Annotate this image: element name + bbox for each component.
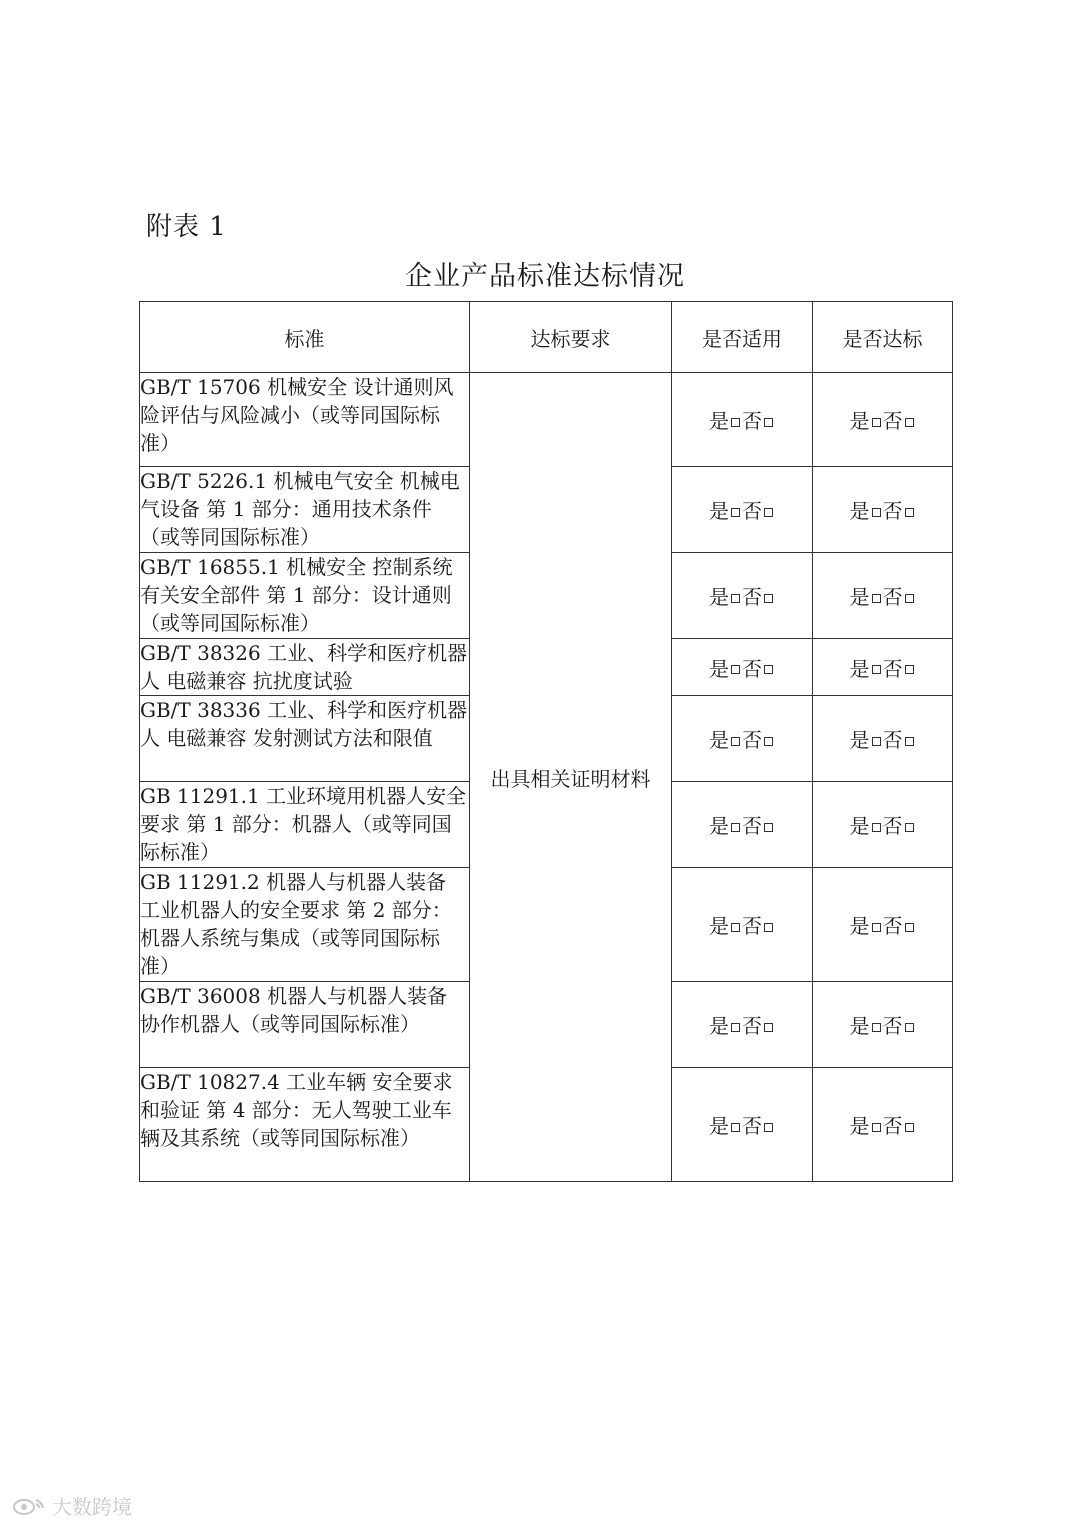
- standard-name: GB/T 36008 机器人与机器人装备 协作机器人（或等同国际标准）: [140, 982, 470, 1068]
- no-option-label: 否: [882, 656, 903, 681]
- yes-checkbox[interactable]: [731, 418, 740, 427]
- page-title: 企业产品标准达标情况: [405, 261, 685, 292]
- yes-option-label: 是: [849, 656, 870, 681]
- no-option-label: 否: [742, 585, 762, 609]
- compliant-cell: [813, 553, 953, 639]
- no-option-label: 否: [742, 656, 762, 681]
- yes-option-label: 是: [709, 409, 729, 433]
- table-row: [140, 373, 953, 467]
- no-checkbox[interactable]: [764, 508, 773, 517]
- standard-name: GB 11291.1 工业环境用机器人安全要求 第 1 部分：机器人（或等同国际标准）: [140, 782, 470, 868]
- no-option-label: 否: [882, 728, 903, 752]
- compliant-cell: [813, 639, 953, 696]
- yes-option-label: 是: [849, 585, 870, 609]
- yes-checkbox[interactable]: [731, 923, 740, 932]
- no-checkbox[interactable]: [905, 665, 914, 674]
- yes-checkbox[interactable]: [872, 1123, 881, 1132]
- standard-name: GB/T 5226.1 机械电气安全 机械电气设备 第 1 部分：通用技术条件（或等同国际标准）: [140, 467, 470, 553]
- requirement-cell: 出具相关证明材料: [470, 373, 672, 1182]
- watermark-text: 大数跨境: [52, 1495, 132, 1519]
- no-option-label: 否: [882, 1114, 903, 1138]
- yes-checkbox[interactable]: [731, 823, 740, 832]
- no-checkbox[interactable]: [905, 418, 914, 427]
- yes-checkbox[interactable]: [731, 737, 740, 746]
- compliant-cell: [813, 868, 953, 982]
- yes-option-label: 是: [849, 814, 870, 838]
- standard-name: GB 11291.2 机器人与机器人装备 工业机器人的安全要求 第 2 部分：机器人系统与集成（或等同国际标准）: [140, 868, 470, 982]
- yes-option-label: 是: [849, 409, 870, 433]
- compliant-cell: [813, 782, 953, 868]
- no-option-label: 否: [742, 499, 762, 523]
- yes-option-label: 是: [709, 656, 729, 681]
- yes-option-label: 是: [709, 499, 729, 523]
- applicable-cell: [672, 639, 813, 696]
- yes-checkbox[interactable]: [872, 508, 881, 517]
- yes-checkbox[interactable]: [872, 665, 881, 674]
- applicable-cell: [672, 1068, 813, 1182]
- yes-option-label: 是: [709, 1114, 729, 1138]
- yes-option-label: 是: [709, 814, 729, 838]
- yes-checkbox[interactable]: [872, 823, 881, 832]
- no-option-label: 否: [882, 499, 903, 523]
- compliant-cell: [813, 696, 953, 782]
- applicable-cell: [672, 868, 813, 982]
- yes-checkbox[interactable]: [872, 1023, 881, 1032]
- applicable-cell: [672, 696, 813, 782]
- no-checkbox[interactable]: [905, 508, 914, 517]
- no-checkbox[interactable]: [905, 823, 914, 832]
- header-requirement: 达标要求: [470, 302, 672, 373]
- no-option-label: 否: [742, 409, 762, 433]
- yes-checkbox[interactable]: [872, 594, 881, 603]
- no-option-label: 否: [742, 728, 762, 752]
- yes-option-label: 是: [709, 728, 729, 752]
- yes-checkbox[interactable]: [731, 594, 740, 603]
- table-body: [140, 373, 953, 1182]
- table-header-row: [140, 302, 953, 373]
- yes-option-label: 是: [849, 499, 870, 523]
- applicable-cell: [672, 553, 813, 639]
- no-checkbox[interactable]: [764, 665, 773, 674]
- standards-table: [139, 301, 953, 1182]
- compliant-cell: [813, 467, 953, 553]
- no-checkbox[interactable]: [764, 418, 773, 427]
- no-option-label: 否: [882, 409, 903, 433]
- no-checkbox[interactable]: [764, 1023, 773, 1032]
- header-compliant: 是否达标: [813, 302, 953, 373]
- yes-option-label: 是: [709, 914, 729, 938]
- no-option-label: 否: [882, 814, 903, 838]
- yes-option-label: 是: [709, 585, 729, 609]
- no-checkbox[interactable]: [905, 1123, 914, 1132]
- yes-option-label: 是: [849, 1014, 870, 1038]
- no-checkbox[interactable]: [764, 1123, 773, 1132]
- yes-option-label: 是: [849, 914, 870, 938]
- yes-checkbox[interactable]: [872, 418, 881, 427]
- no-option-label: 否: [742, 1114, 762, 1138]
- applicable-cell: [672, 373, 813, 467]
- no-checkbox[interactable]: [764, 594, 773, 603]
- no-option-label: 否: [742, 914, 762, 938]
- yes-checkbox[interactable]: [872, 923, 881, 932]
- no-option-label: 否: [742, 814, 762, 838]
- header-standard: 标准: [140, 302, 470, 373]
- yes-option-label: 是: [849, 1114, 870, 1138]
- compliant-cell: [813, 982, 953, 1068]
- compliant-cell: [813, 1068, 953, 1182]
- standard-name: GB/T 16855.1 机械安全 控制系统有关安全部件 第 1 部分：设计通则（或等同国际标准）: [140, 553, 470, 639]
- no-checkbox[interactable]: [764, 823, 773, 832]
- no-checkbox[interactable]: [905, 1023, 914, 1032]
- no-checkbox[interactable]: [905, 594, 914, 603]
- yes-checkbox[interactable]: [731, 508, 740, 517]
- no-option-label: 否: [742, 1014, 762, 1038]
- applicable-cell: [672, 982, 813, 1068]
- standard-name: GB/T 15706 机械安全 设计通则风险评估与风险减小（或等同国际标准）: [140, 373, 470, 467]
- yes-checkbox[interactable]: [731, 1123, 740, 1132]
- yes-checkbox[interactable]: [731, 1023, 740, 1032]
- standard-name: GB/T 10827.4 工业车辆 安全要求和验证 第 4 部分：无人驾驶工业车辆及其系统（或等同国际标准）: [140, 1068, 470, 1182]
- no-option-label: 否: [882, 1014, 903, 1038]
- standard-name: GB/T 38336 工业、科学和医疗机器人 电磁兼容 发射测试方法和限值: [140, 696, 470, 782]
- watermark: [12, 1491, 132, 1520]
- no-checkbox[interactable]: [905, 737, 914, 746]
- yes-checkbox[interactable]: [731, 665, 740, 674]
- appendix-label: 附表 1: [146, 212, 227, 242]
- weibo-eye-logo-icon: [12, 1496, 46, 1516]
- applicable-cell: [672, 782, 813, 868]
- compliant-cell: [813, 373, 953, 467]
- applicable-cell: [672, 467, 813, 553]
- yes-option-label: 是: [709, 1014, 729, 1038]
- yes-option-label: 是: [849, 728, 870, 752]
- no-checkbox[interactable]: [764, 923, 773, 932]
- standard-name: GB/T 38326 工业、科学和医疗机器人 电磁兼容 抗扰度试验: [140, 639, 470, 696]
- no-option-label: 否: [882, 585, 903, 609]
- no-checkbox[interactable]: [905, 923, 914, 932]
- yes-checkbox[interactable]: [872, 737, 881, 746]
- no-option-label: 否: [882, 914, 903, 938]
- no-checkbox[interactable]: [764, 737, 773, 746]
- header-applicable: 是否适用: [672, 302, 813, 373]
